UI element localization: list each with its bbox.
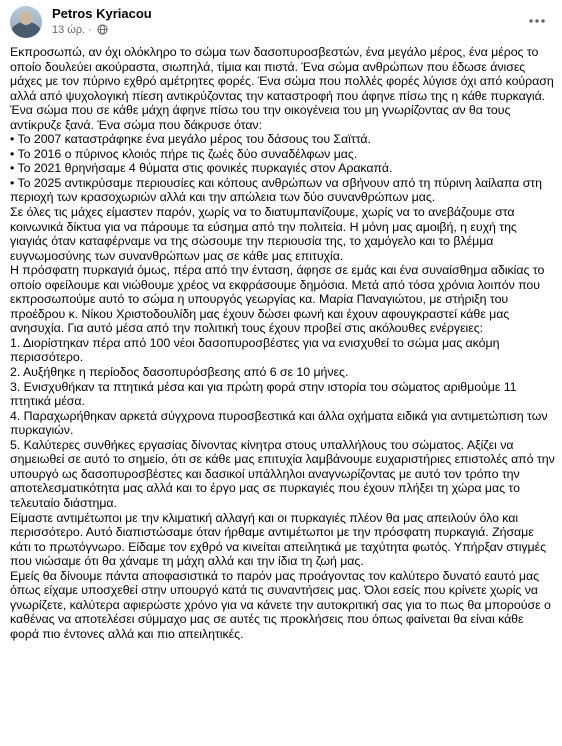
- post-paragraph: • Το 2021 θρηνήσαμε 4 θύματα στις φονικές πυρκαγιές στον Αρακαπά.: [10, 161, 393, 176]
- post-timestamp[interactable]: 13 ώρ.: [52, 24, 86, 36]
- post-paragraph: • Το 2016 ο πύρινος κλοιός πήρε τις ζωές δύο συναδέλφων μας.: [10, 146, 358, 161]
- post-paragraph: • Το 2025 αντικρύσαμε περιουσίες και κόπους ανθρώπων να σβήνουν από τη πύρινη λαίλαπα στη περιοχή των κρασοχωριών αλλά και την απώλεια των δύο συνανθρώπων μας.: [10, 175, 542, 205]
- globe-icon[interactable]: [97, 24, 108, 35]
- post-paragraph: Είμαστε αντιμέτωποι με την κλιματική αλλαγή και οι πυρκαγιές πλέον θα μας απειλούν όλο και περισσότερο. Αυτό διαπιστώσαμε όταν ήρθαμε αντιμέτωποι με την πρόσφατη πυρκαγιά. Ζήσαμε κάτι το πρωτόγνωρο. Είδαμε τον εχθρό να κινείται απειλητικά με ταχύτητα φωτός. Υπήρξαν στιγμές που νιώσαμε ότι θα χάναμε τη μάχη αλλά και την ίδια τη ζωή μας.: [10, 510, 547, 569]
- post-header: [10, 6, 552, 38]
- post-paragraph: 4. Παραχωρήθηκαν αρκετά σύγχρονα πυροσβεστικά και άλλα οχήματα ειδικά για αντιμετώπιση των πυρκαγιών.: [10, 408, 548, 438]
- post-paragraph: 1. Διορίστηκαν πέρα από 100 νέοι δασοπυροσβέστες για να ενισχυθεί το σώμα μας ακόμη περισσότερο.: [10, 335, 500, 365]
- post-paragraph: • Το 2007 καταστράφηκε ένα μεγάλο μέρος του δάσους του Σαϊττά.: [10, 132, 371, 147]
- post-paragraph: Εμείς θα δίνουμε πάντα αποφασιστικά το παρόν μας προάγοντας τον καλύτερο δυνατό εαυτό μας όπως είχαμε υποσχεθεί στην υπουργό κατά τις συναντήσεις μας. Όλοι εσείς που κρίνετε χωρίς να γνωρίζετε, καλύτερα αφιερώστε χρόνο για να κάνετε την αυτοκριτική σας για το πως θα μπορούσε ο καθένας να αποτελέσει σύμμαχο μας σε αυτές τις προκλήσεις που όπως φαίνεται θα είναι κάθε φορά πιο έντονες αλλά και πιο απειλητικές.: [10, 568, 551, 641]
- post-paragraph: Εκπροσωπώ, αν όχι ολόκληρο το σώμα των δασοπυροσβεστών, ένα μεγάλο μέρος, ένα μέρος το οποίο δουλεύει ακούραστα, σιωπηλά, τίμια και πιστά. Ένα σώμα ανθρώπων που έδωσε άνισες μάχες με τον πύρινο εχθρό αμέτρητες φορές. Ένα σώμα που πολλές φορές λύγισε όχι από κούραση αλλά από ψυχολογική πίεση αντικρύζοντας την καταστροφή που άφηνε πίσω της η κάθε πυρκαγιά. Ένα σώμα που σε κάθε μάχη άφηνε πίσω του την οικογένεια του μη γνωρίζοντας αν θα τους αντίκρυζε ξανά. Ένα σώμα που δάκρυσε όταν:: [10, 45, 554, 132]
- post-paragraph: Σε όλες τις μάχες είμαστεν παρόν, χωρίς να το διατυμπανίζουμε, χωρίς να το ανεβάζουμε στα κοινωνικά δίκτυα για να πάρουμε τα εύσημα από την πολιτεία. Η μόνη μας αμοιβή, η ευχή της γιαγιάς όταν καταφέρναμε να της σώσουμε την περιουσία της, το χαμόγελο και το βλέμμα ευγνωμοσύνης των συνανθρώπων μας σε κάθε μας επιτυχία.: [10, 205, 517, 263]
- avatar[interactable]: [10, 6, 42, 38]
- meta-separator: ·: [88, 24, 92, 36]
- post-meta: [52, 23, 108, 37]
- post-paragraph: 5. Καλύτερες συνθήκες εργασίας δίνοντας κίνητρα στους υπαλλήλους του σώματος. Αξίζει να σημειωθεί σε αυτό το σημείο, ότι σε κάθε μας επιτυχία λαμβάνουμε ευχαριστήριες επιστολές από την υπουργό ως δασοπυροσβέστες και δασικοί υπάλληλοι αναγνωρίζοντας με αυτό τον τρόπο την αποτελεσματικότητα μας αλλά και το έργο μας σε πυρκαγιές που έχουν πλήξει τη χώρα μας το τελευταίο διάστημα.: [10, 437, 555, 510]
- post-paragraph: 3. Ενισχυθήκαν τα πτητικά μέσα και για πρώτη φορά στην ιστορία του σώματος αριθμούμε 11 πτητικά μέσα.: [10, 379, 517, 409]
- post-paragraph: Η πρόσφατη πυρκαγιά όμως, πέρα από την ένταση, άφησε σε εμάς και ένα συναίσθημα αδικίας το οποίο οφείλουμε και νιώθουμε χρέος να εκφράσουμε δημόσια. Μετά από τόσα χρόνια λοιπόν που εκπροσωπούμε αυτό το σώμα η υπουργός γεωργίας κα. Μαρία Παναγιώτου, με στήριξη του προέδρου κ. Νίκου Χριστοδουλίδη μας έχουν δώσει φωνή και έχουν αφουγκραστεί κάθε μας ανησυχία. Για αυτό μέσα από την πολιτική τους έχουν προβεί στις ακόλουθες ενέργειες:: [10, 263, 545, 336]
- post-body: [10, 45, 555, 641]
- more-options-icon[interactable]: [526, 10, 548, 32]
- author-name[interactable]: Petros Kyriacou: [52, 6, 152, 21]
- post-paragraph: 2. Αυξήθηκε η περίοδος δασοπυρόσβεσης από 6 σε 10 μήνες.: [10, 365, 349, 380]
